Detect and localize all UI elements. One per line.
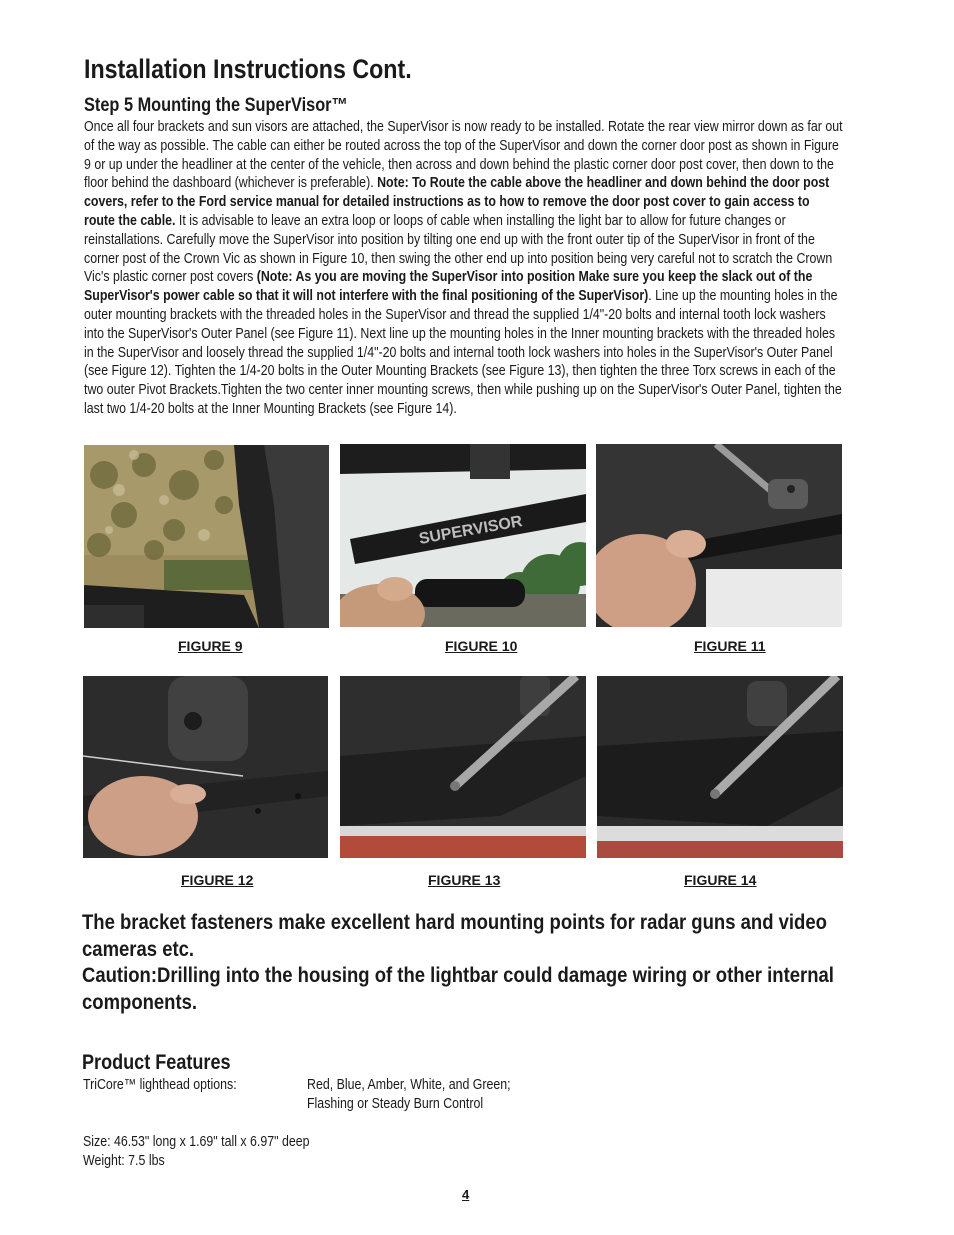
figure-12-photo bbox=[83, 676, 328, 858]
figure-14-photo bbox=[597, 676, 843, 858]
page-number: 4 bbox=[462, 1187, 470, 1202]
figure-13-photo bbox=[340, 676, 586, 858]
tricore-label: TriCore™ lighthead options: bbox=[83, 1077, 237, 1093]
tricore-modes: Flashing or Steady Burn Control bbox=[307, 1096, 484, 1112]
instructions-note-1: Note: To Route the cable above the headliner and down behind the door post covers, refer to the Ford service manual for detailed instructions as to how to remove the door post cover to gain access to route the cable. bbox=[84, 175, 830, 229]
page-title: Installation Instructions Cont. bbox=[84, 54, 412, 84]
mounting-note: The bracket fasteners make excellent hard mounting points for radar guns and video cameras etc. bbox=[82, 910, 827, 961]
instructions-text-1: Once all four brackets and sun visors are attached, the SuperVisor is now ready to be installed. Rotate the rear view mirror down as far out of the way as possible. The cable can either be routed across the top of the SuperVisor and down the corner door post as shown in Figure 9 or up under the headliner at the center of the vehicle, then across and down behind the plastic corner door post cover, then down to the floor behind the dashboard (whichever is preferable). bbox=[84, 119, 843, 192]
figure-10-photo bbox=[340, 444, 586, 627]
tricore-colors: Red, Blue, Amber, White, and Green; bbox=[307, 1077, 511, 1093]
figure-11-caption: FIGURE 11 bbox=[694, 638, 766, 654]
instructions-note-2: (Note: As you are moving the SuperVisor into position Make sure you keep the slack out of the SuperVisor's power cable so that it will not interfere with the final positioning of the SuperVisor) bbox=[84, 269, 813, 305]
weight-spec: Weight: 7.5 lbs bbox=[83, 1153, 165, 1169]
figure-12-caption: FIGURE 12 bbox=[181, 872, 254, 888]
instructions-text-3: . Line up the mounting holes in the outer mounting brackets with the threaded holes in the SuperVisor and thread the supplied 1/4"-20 bolts and internal tooth lock washers into the SuperVisor's Outer Panel (see Figure 11). Next line up the mounting holes in the Inner mounting brackets with the threaded holes in the SuperVisor and loosely thread the supplied 1/4"-20 bolts and internal tooth lock washers into holes in the SuperVisor's Outer Panel (see Figure 12). Tighten the 1/4-20 bolts in the Outer Mounting Brackets (see Figure 13), then tighten the three Torx screws in each of the two outer Pivot Brackets.Tighten the two center inner mounting screws, then while pushing up on the SuperVisor's Outer Panel, tighten the last two 1/4-20 bolts at the Inner Mounting Brackets (see Figure 14). bbox=[84, 288, 842, 417]
figure-13-caption: FIGURE 13 bbox=[428, 872, 501, 888]
product-features-heading: Product Features bbox=[82, 1051, 231, 1074]
caution-note: Caution:Drilling into the housing of the lightbar could damage wiring or other internal components. bbox=[82, 963, 834, 1014]
figure-14-caption: FIGURE 14 bbox=[684, 872, 757, 888]
instructions-paragraph bbox=[84, 118, 843, 419]
size-spec: Size: 46.53" long x 1.69" tall x 6.97" deep bbox=[83, 1134, 310, 1150]
figure-10-caption: FIGURE 10 bbox=[445, 638, 518, 654]
supervisor-logo: SUPERVISOR bbox=[417, 513, 524, 548]
instructions-text-2: It is advisable to leave an extra loop or loops of cable when installing the light bar to allow for future changes or reinstallations. Carefully move the SuperVisor into position by tilting one end up with the front outer tip of the SuperVisor in front of the corner post of the Crown Vic as shown in Figure 10, then swing the other end up into position being very careful not to scratch the Crown Vic's plastic corner post covers bbox=[84, 212, 833, 286]
figure-9-photo bbox=[84, 445, 329, 628]
notes-block bbox=[82, 909, 835, 1015]
figure-11-photo bbox=[596, 444, 842, 627]
figure-9-caption: FIGURE 9 bbox=[178, 638, 243, 654]
step-heading: Step 5 Mounting the SuperVisor™ bbox=[84, 95, 348, 116]
